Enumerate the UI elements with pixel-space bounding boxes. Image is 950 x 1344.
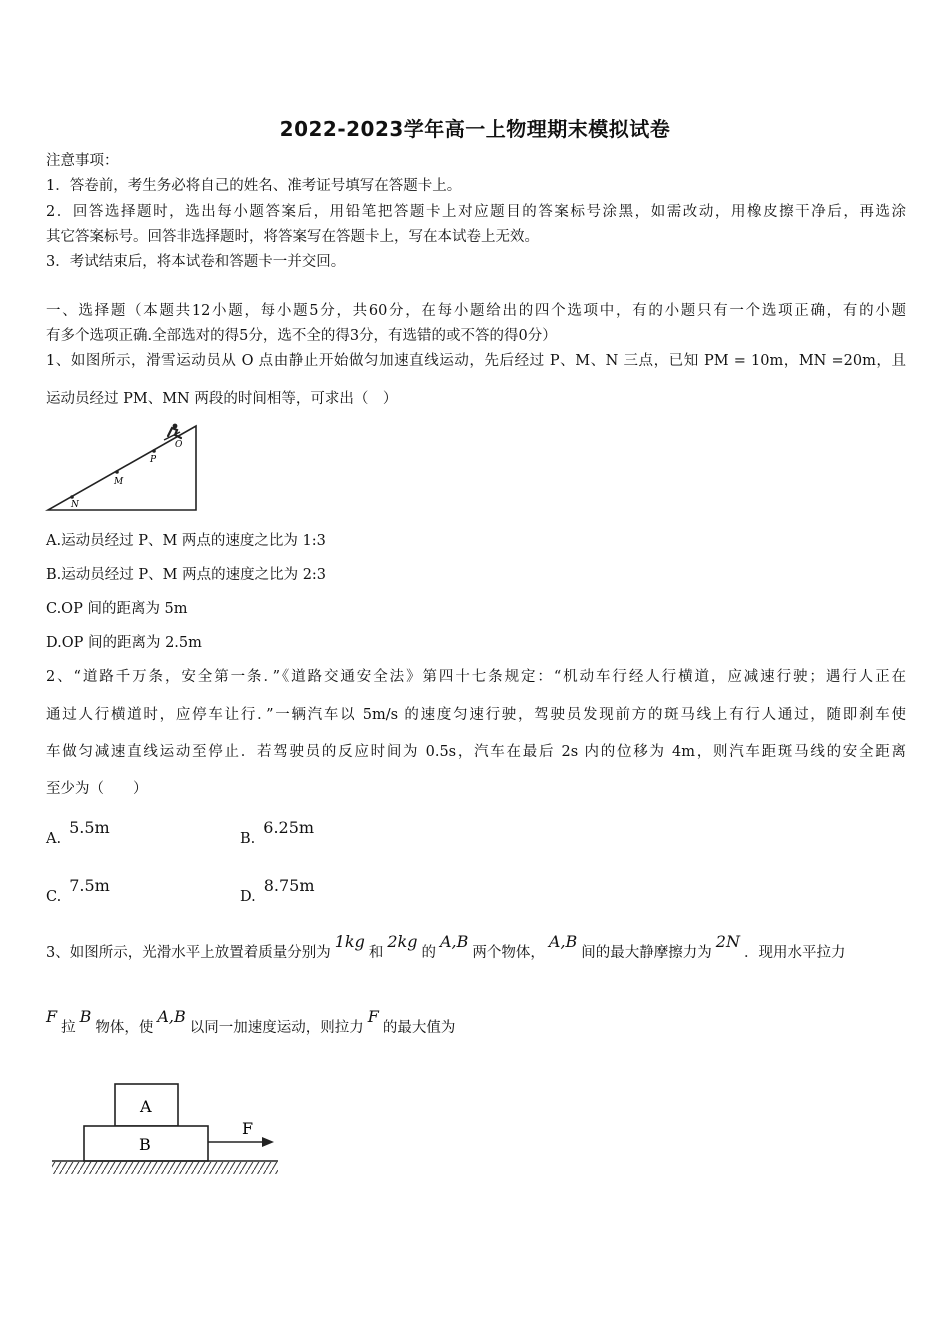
skier-icon xyxy=(164,424,181,440)
q2-stem-line4: 至少为（ ） xyxy=(46,781,148,797)
force-label: F xyxy=(242,1119,254,1138)
notice-item-2a: 2．回答选择题时，选出每小题答案后，用铅笔把答题卡上对应题目的答案标号涂黑，如需改动，用橡皮擦干净后，再选涂 xyxy=(46,204,906,220)
q3-stem-line1: 3、如图所示，光滑水平上放置着质量分别为1kg和2kg的A,B两个物体，A,B间的最大静摩擦力为2N．现用水平拉力 xyxy=(46,932,846,961)
notice-item-2b: 其它答案标号。回答非选择题时，将答案写在答题卡上，写在本试卷上无效。 xyxy=(46,229,539,245)
q2-stem-line3: 车做匀减速直线运动至停止．若驾驶员的反应时间为 0.5s，汽车在最后 2s 内的位移为 4m，则汽车距斑马线的安全距离 xyxy=(46,744,906,760)
q2-stem-line2: 通过人行横道时，应停车让行．”一辆汽车以 5m/s 的速度匀速行驶，驾驶员发现前方的斑马线上有行人通过，随即刹车使 xyxy=(46,707,906,723)
label-n: N xyxy=(71,500,79,510)
q1-option-a: A.运动员经过 P、M 两点的速度之比为 1:3 xyxy=(46,533,326,549)
page-title: 2022-2023学年高一上物理期末模拟试卷 xyxy=(279,117,671,141)
q1-stem-line2: 运动员经过 PM、MN 两段的时间相等，可求出（ ） xyxy=(46,391,398,407)
q3-stem-line2: F拉B物体，使A,B以同一加速度运动，则拉力F的最大值为 xyxy=(46,1007,456,1036)
q1-stem-line1: 1、如图所示，滑雪运动员从 O 点由静止开始做匀加速直线运动，先后经过 P、M、N 三点，已知 PM = 10m，MN =20m，且 xyxy=(46,353,906,369)
q2-option-b: B.6.25m xyxy=(240,818,315,847)
q3-blocks-figure xyxy=(50,1080,280,1180)
q2-option-d: D.8.75m xyxy=(240,876,315,905)
q2-option-a: A.5.5m xyxy=(46,818,110,847)
block-a-label: A xyxy=(140,1097,152,1116)
section-heading-a: 一、选择题（本题共12小题，每小题5分，共60分，在每小题给出的四个选项中，有的小题只有一个选项正确，有的小题 xyxy=(46,303,906,319)
label-o: O xyxy=(175,440,183,450)
notice-item-1: 1．答卷前，考生务必将自己的姓名、准考证号填写在答题卡上。 xyxy=(46,178,462,194)
label-m: M xyxy=(114,477,124,487)
notice-item-3: 3．考试结束后，将本试卷和答题卡一并交回。 xyxy=(46,254,346,270)
label-p: P xyxy=(150,455,157,465)
q1-option-d: D.OP 间的距离为 2.5m xyxy=(46,635,202,651)
q1-option-b: B.运动员经过 P、M 两点的速度之比为 2:3 xyxy=(46,567,327,583)
q2-option-c: C.7.5m xyxy=(46,876,110,905)
notice-heading: 注意事项： xyxy=(46,153,119,169)
q2-stem-line1: 2、“道路千万条，安全第一条．”《道路交通安全法》第四十七条规定：“机动车行经人行横道，应减速行驶；遇行人正在 xyxy=(46,669,906,685)
section-heading-b: 有多个选项正确.全部选对的得5分，选不全的得3分，有选错的或不答的得0分） xyxy=(46,328,557,344)
arrow-icon xyxy=(262,1137,274,1147)
block-b-label: B xyxy=(139,1135,151,1154)
q1-option-c: C.OP 间的距离为 5m xyxy=(46,601,188,617)
q1-slope-figure xyxy=(44,418,204,514)
